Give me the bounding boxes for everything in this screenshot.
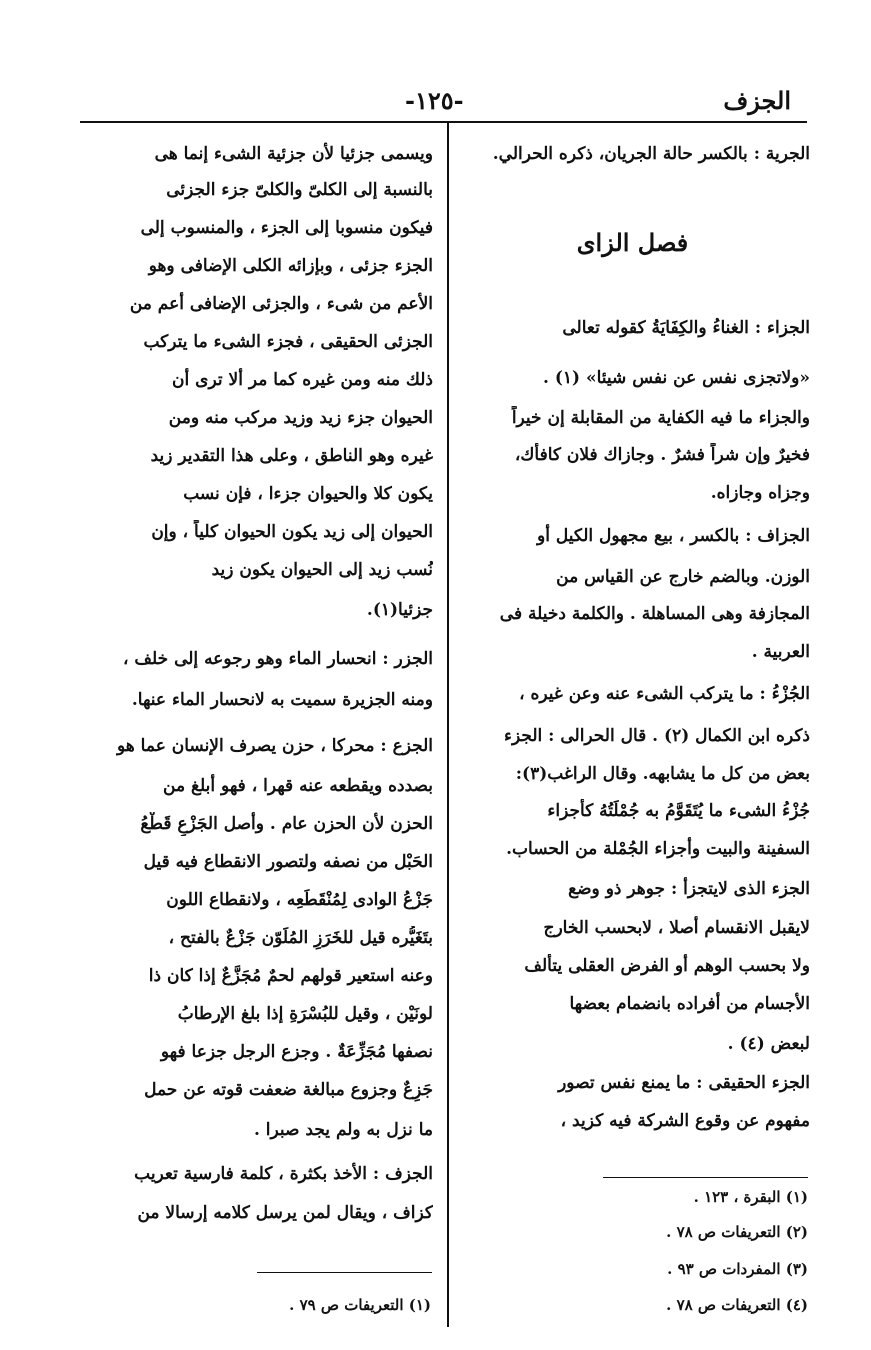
text-line: جُزْءُ الشىء ما يُتَقَوَّمُ به جُمْلَتُهُ كأجزاء xyxy=(547,801,810,821)
running-header-title: الجزف xyxy=(723,86,791,115)
entry-al-jaza-grief: الجزع : محركا ، حزن يصرف الإنسان عما هو xyxy=(117,736,433,756)
entry-al-jizaf: الجزاف : بالكسر ، بيع مجهول الكيل أو xyxy=(536,526,810,546)
footnote-rule xyxy=(257,1272,432,1273)
text-line: بصدده ويقطعه عنه قهرا ، فهو أبلغ من xyxy=(163,776,433,796)
text-line: ما نزل به ولم يجد صبرا . xyxy=(253,1120,433,1140)
footnote: (٢) التعريفات ص ٧٨ . xyxy=(666,1223,808,1241)
text-line: العربية . xyxy=(751,642,810,662)
page-number: -١٢٥- xyxy=(405,86,464,115)
text-line: المجازفة وهى المساهلة . والكلمة دخيلة فى xyxy=(499,604,810,624)
text-line: يكون كلا والحيوان جزءا ، فإن نسب xyxy=(183,484,433,504)
text-line: الجزئى الحقيقى ، فجزء الشىء ما يتركب xyxy=(143,332,433,352)
text-line: الحزن لأن الحزن عام . وأصل الجَزْعِ قَطْعُ xyxy=(140,814,433,834)
text-line: كزاف ، ويقال لمن يرسل كلامه إرسالا من xyxy=(137,1203,433,1223)
footnote: (٣) المفردات ص ٩٣ . xyxy=(667,1260,808,1278)
footnote: (١) البقرة ، ١٢٣ . xyxy=(693,1188,808,1206)
text-line: وعنه استعير قولهم لحمٌ مُجَزَّعٌ إذا كان ذا xyxy=(148,966,433,986)
text-line: السفينة والبيت وأجزاء الجُمْلة من الحساب. xyxy=(506,839,810,859)
text-line: جَزْعُ الوادى لِمُنْقَطَعِه ، ولانقطاع اللون xyxy=(166,890,433,910)
text-line: ذكره ابن الكمال (٢) . قال الحرالى : الجزء xyxy=(503,726,810,746)
text-line: الحَبْل من نصفه ولتصور الانقطاع فيه قيل xyxy=(143,852,433,872)
section-title: فصل الزاى xyxy=(576,228,689,257)
entry-real-part: الجزء الحقيقى : ما يمنع نفس تصور xyxy=(558,1073,810,1093)
entry-al-juz: الجُزْءُ : ما يتركب الشىء عنه وعن غيره ، xyxy=(519,684,810,704)
text-line: ويسمى جزئيا لأن جزئية الشىء إنما هى xyxy=(154,144,433,164)
text-line: مفهوم عن وقوع الشركة فيه كزيد ، xyxy=(560,1111,810,1131)
text-line: الحيوان إلى زيد يكون الحيوان كلياً ، وإن xyxy=(151,522,433,542)
entry-al-jazr: الجزر : انحسار الماء وهو رجوعه إلى خلف ، xyxy=(123,649,433,669)
text-line: ولا بحسب الوهم أو الفرض العقلى يتألف xyxy=(524,956,810,976)
entry-al-jaza: الجزاء : الغناءُ والكِفَايَةُ كقوله تعالى xyxy=(562,318,810,338)
footnote: (١) التعريفات ص ٧٩ . xyxy=(289,1296,431,1314)
text-line: لونَيْن ، وقيل للبُسْرَةِ إذا بلغ الإرطابُ xyxy=(177,1004,433,1024)
text-line: نصفها مُجَزِّعَةٌ . وجزع الرجل جزعا فهو xyxy=(160,1042,433,1062)
text-line: جَزِعٌ وجزوع مبالغة ضعفت قوته عن حمل xyxy=(144,1080,433,1100)
entry-al-jirya: الجرية : بالكسر حالة الجريان، ذكره الحرالي. xyxy=(492,144,810,164)
text-line: لايقبل الانقسام أصلا ، لابحسب الخارج xyxy=(543,918,810,938)
text-line: فيكون منسوبا إلى الجزء ، والمنسوب إلى xyxy=(140,218,433,238)
text-line: بالنسبة إلى الكلىّ والكلىّ جزء الجزئى xyxy=(166,180,433,200)
text-line: ذلك منه ومن غيره كما مر ألا ترى أن xyxy=(172,370,433,390)
text-line: فخيرٌ وإن شراً فشرٌ . وجازاك فلان كافأك، xyxy=(514,445,810,465)
column-divider xyxy=(447,122,449,1327)
text-line: الأعم من شىء ، والجزئى الإضافى أعم من xyxy=(129,294,433,314)
footnote: (٤) التعريفات ص ٧٨ . xyxy=(666,1296,808,1314)
text-line: بعض من كل ما يشابهه. وقال الراغب(٣): xyxy=(515,764,810,784)
entry-al-jazf: الجزف : الأخذ بكثرة ، كلمة فارسية تعريب xyxy=(134,1164,433,1184)
text-line: لبعض (٤) . xyxy=(727,1034,810,1054)
text-line: وجزاه وجازاه. xyxy=(710,483,810,503)
text-line: «ولاتجزى نفس عن نفس شيئا» (١) . xyxy=(543,368,810,388)
text-line: ومنه الجزيرة سميت به لانحسار الماء عنها. xyxy=(131,690,433,710)
text-line: الجزء جزئى ، وبإزائه الكلى الإضافى وهو xyxy=(148,256,433,276)
header-rule xyxy=(80,121,807,123)
entry-indivisible-part: الجزء الذى لايتجزأ : جوهر ذو وضع xyxy=(568,879,810,899)
footnote-rule xyxy=(603,1177,808,1178)
text-line: نُسب زيد إلى الحيوان يكون زيد xyxy=(211,560,433,580)
text-line: جزئيا(١). xyxy=(366,600,433,620)
text-line: الوزن. وبالضم خارج عن القياس من xyxy=(556,567,810,587)
text-line: بتَغَيُّره قيل للخَرَزِ المُلَوّن جَزْعٌ بالفتح ، xyxy=(168,928,433,948)
text-line: والجزاء ما فيه الكفاية من المقابلة إن خيراً xyxy=(511,408,810,428)
text-line: الأجسام من أفراده بانضمام بعضها xyxy=(569,994,810,1014)
text-line: غيره وهو الناطق ، وعلى هذا التقدير زيد xyxy=(150,446,433,466)
text-line: الحيوان جزء زيد وزيد مركب منه ومن xyxy=(168,408,433,428)
